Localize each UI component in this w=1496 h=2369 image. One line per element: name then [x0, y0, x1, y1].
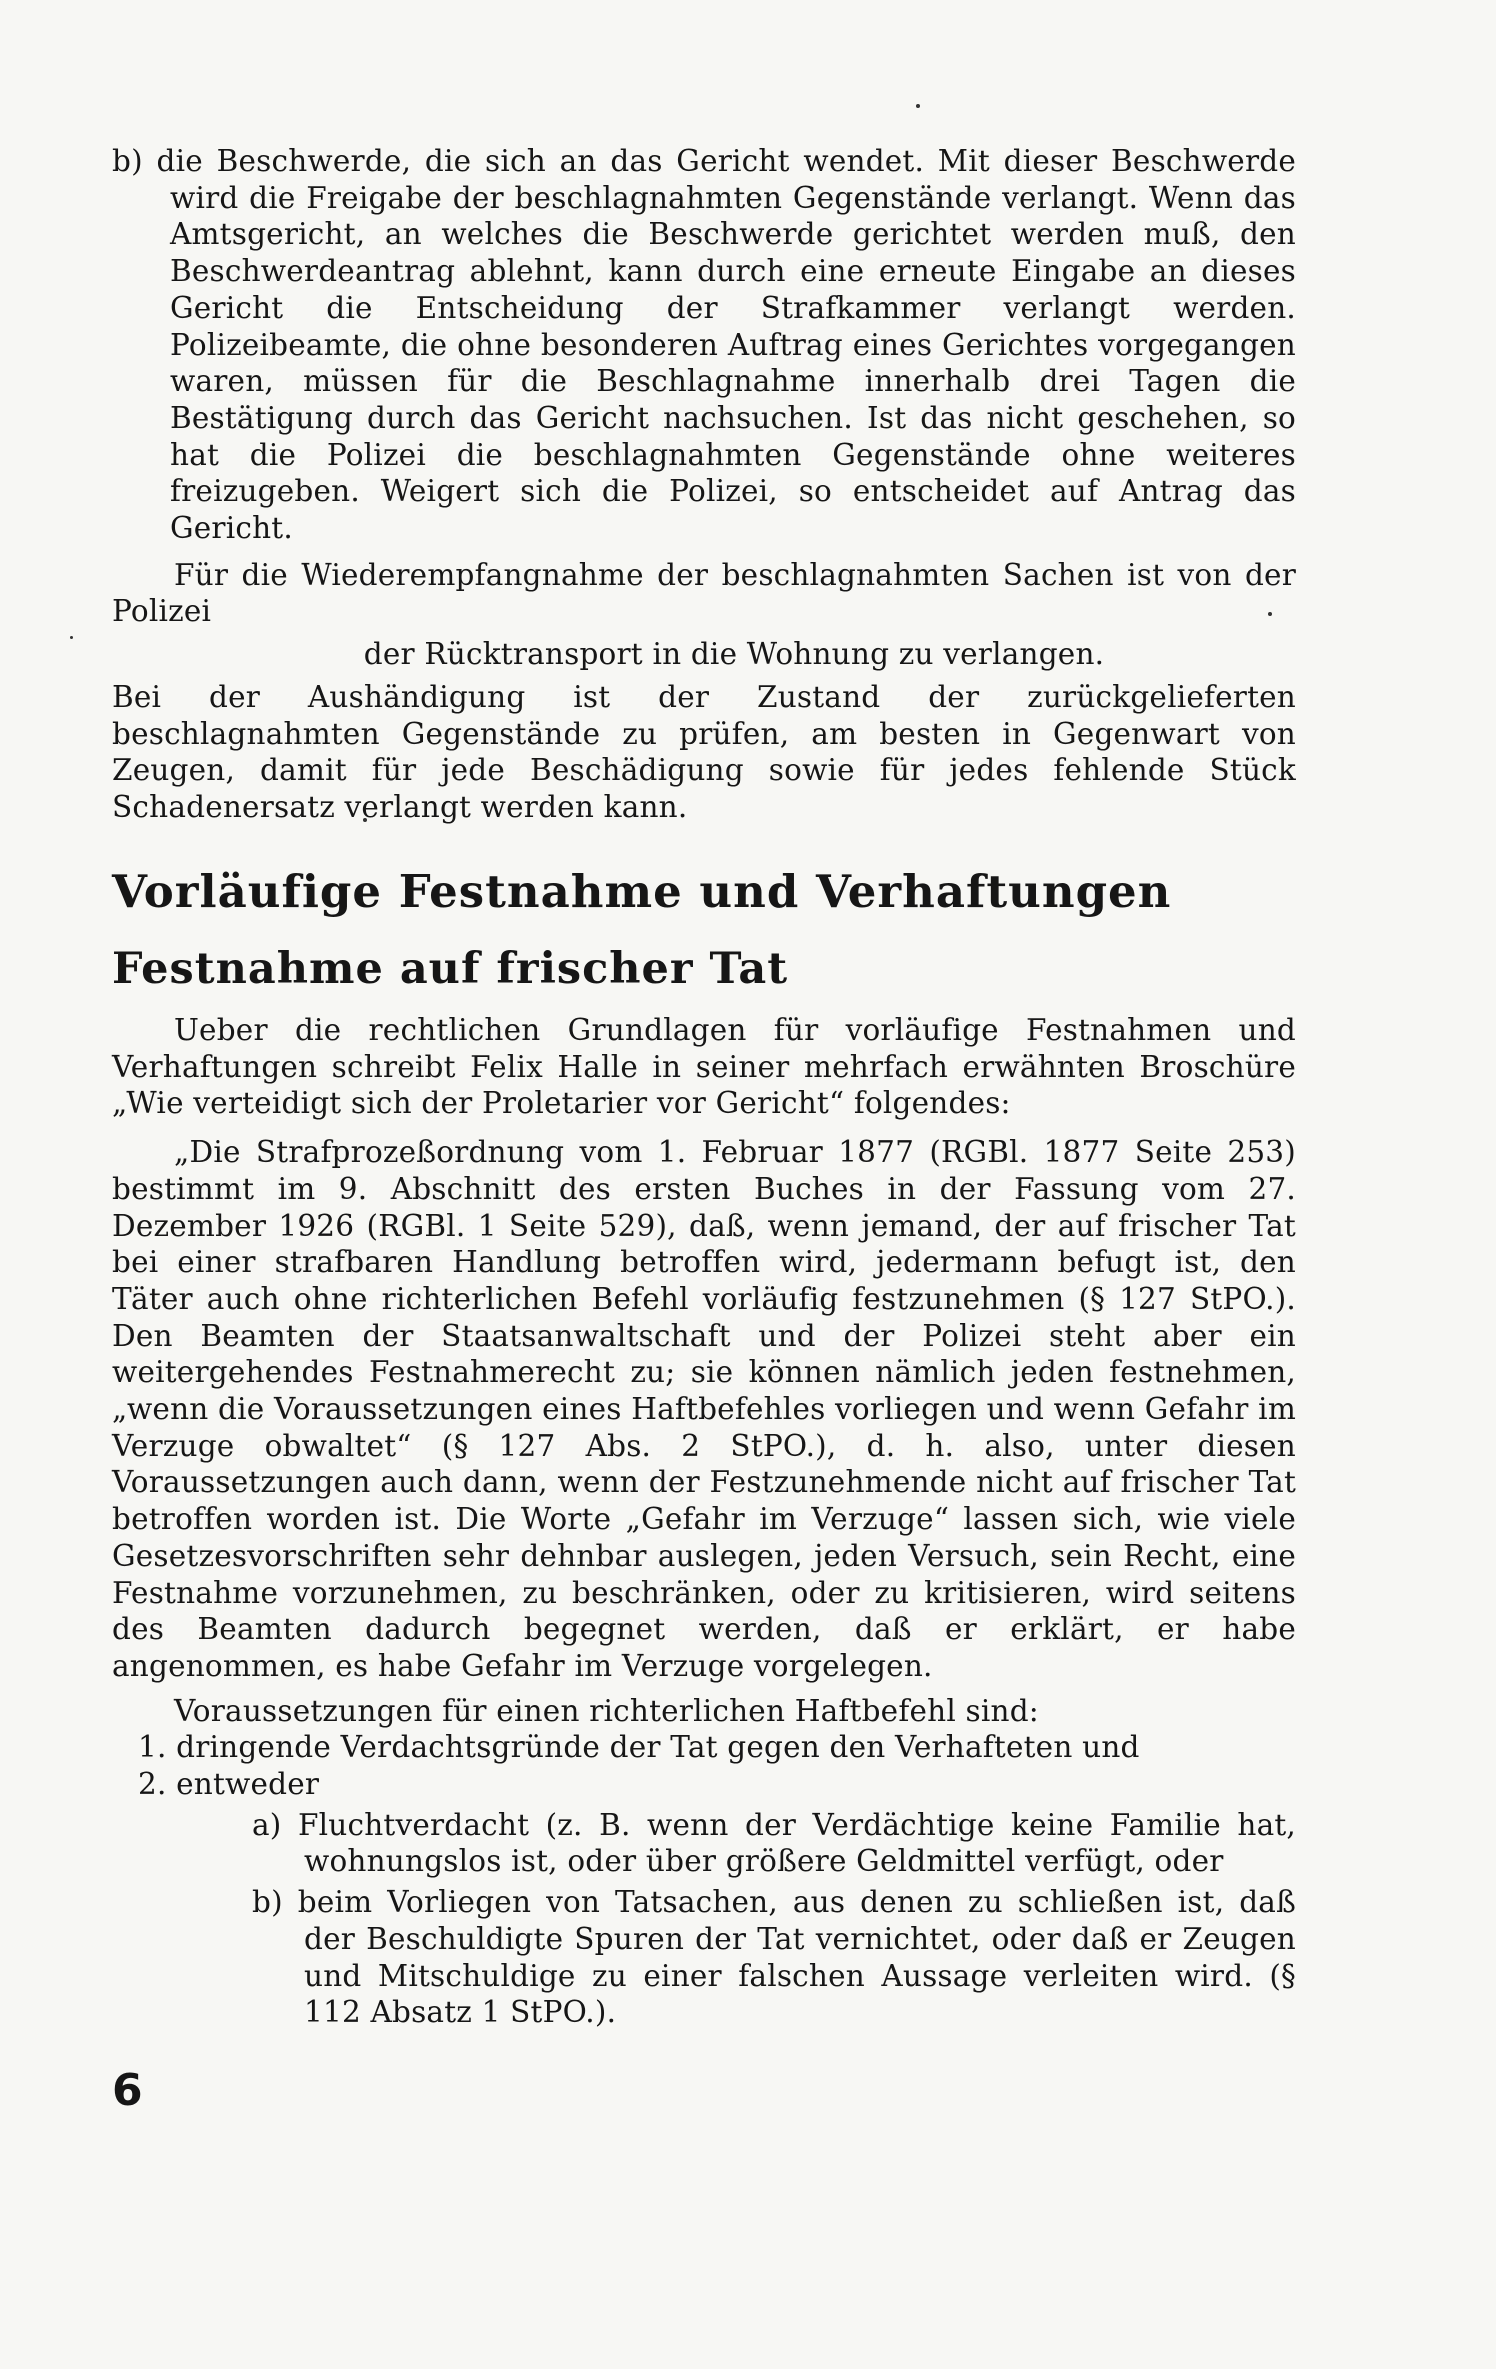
item-b-complaint: b) die Beschwerde, die sich an das Gericht wendet. Mit dieser Beschwerde wird die Freigabe der beschlagnahmten Gegenstände verlangt. Wenn das Amtsgericht, an welches die Beschwerde gerichtet werden muß, den Beschwerdeantrag ablehnt, kann durch eine erneute Eingabe an dieses Gericht die Entscheidung der Strafkammer verlangt werden. Polizeibeamte, die ohne besonderen Auftrag eines Gerichtes vorgegangen waren, müssen für die Beschlagnahme innerhalb drei Tagen die Bestätigung durch das Gericht nachsuchen. Ist das nicht geschehen, so hat die Polizei die beschlagnahmten Gegenstände ohne weiteres freizugeben. Weigert sich die Polizei, so entscheidet auf Antrag das Gericht.	[112, 144, 1296, 546]
page-number: 6	[112, 2065, 143, 2116]
text-block-arrest	[112, 1012, 1296, 2031]
print-speck	[70, 636, 73, 639]
paragraph-inspection: Bei der Aushändigung ist der Zustand der zurückgelieferten beschlagnahmten Gegenstände zu prüfen, am besten in Gegenwart von Zeugen, damit für jede Beschädigung sowie für jedes fehlende Stück Schadenersatz verlangt werden kann.	[112, 679, 1296, 824]
list-item-1: 1. dringende Verdachtsgründe der Tat gegen den Verhafteten und	[138, 1730, 1140, 1765]
list-item-2: 2. entweder	[138, 1767, 320, 1802]
list-item-2a: a) Fluchtverdacht (z. B. wenn der Verdächtige keine Familie hat, wohnungslos ist, oder über größere Geldmittel verfügt, oder	[252, 1807, 1296, 1879]
list-item-2b: b) beim Vorliegen von Tatsachen, aus denen zu schließen ist, daß der Beschuldigte Spuren der Tat vernichtet, oder daß er Zeugen und Mitschuldige zu einer falschen Aussage verleiten wird. (§ 112 Absatz 1 StPO.).	[252, 1885, 1296, 2030]
paragraph-conditions: Voraussetzungen für einen richterlichen Haftbefehl sind:	[174, 1693, 1039, 1728]
section-heading: Vorläufige Festnahme und Verhaftungen	[112, 865, 1172, 918]
paragraph-return-request: Für die Wiederempfangnahme der beschlagnahmten Sachen ist von der Polizei	[112, 557, 1296, 629]
paragraph-intro: Ueber die rechtlichen Grundlagen für vorläufige Festnahmen und Verhaftungen schreibt Felix Halle in seiner mehrfach erwähnten Broschüre „Wie verteidigt sich der Proletarier vor Gericht“ folgendes:	[112, 1013, 1296, 1121]
paragraph-return-transport: der Rücktransport in die Wohnung zu verlangen.	[363, 637, 1105, 672]
print-speck	[916, 104, 920, 108]
subsection-heading: Festnahme auf frischer Tat	[112, 944, 789, 994]
text-block-seizure	[112, 143, 1296, 826]
paragraph-quote: „Die Strafprozeßordnung vom 1. Februar 1877 (RGBl. 1877 Seite 253) bestimmt im 9. Abschnitt des ersten Buches in der Fassung vom 27. Dezember 1926 (RGBl. 1 Seite 529), daß, wenn jemand, der auf frischer Tat bei einer strafbaren Handlung betroffen wird, jedermann befugt ist, den Täter auch ohne richterlichen Befehl vorläufig festzunehmen (§ 127 StPO.). Den Beamten der Staatsanwaltschaft und der Polizei steht aber ein weitergehendes Festnahmerecht zu; sie können nämlich jeden festnehmen, „wenn die Voraussetzungen eines Haftbefehles vorliegen und wenn Gefahr im Verzuge obwaltet“ (§ 127 Abs. 2 StPO.), d. h. also, unter diesen Voraussetzungen auch dann, wenn der Festzunehmende nicht auf frischer Tat betroffen worden ist. Die Worte „Gefahr im Verzuge“ lassen sich, wie viele Gesetzesvorschriften sehr dehnbar auslegen, jeden Versuch, sein Recht, eine Festnahme vorzunehmen, zu beschränken, oder zu kritisieren, wird seitens des Beamten dadurch begegnet werden, daß er erklärt, er habe angenommen, es habe Gefahr im Verzuge vorgelegen.	[112, 1135, 1296, 1683]
